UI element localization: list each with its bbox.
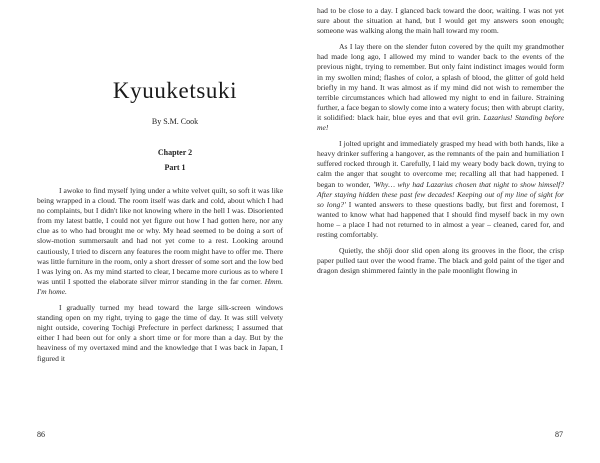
byline: By S.M. Cook xyxy=(151,117,199,126)
paragraph: I jolted upright and immediately grasped my head with both hands, like a heavy drinker suffering a hangover, as the remnants of the pain and humiliation I suffered rocked through it. Carefully, I laid my weary body back down, trying to calm the anger that sought to overcome me; recalling all that had happened. I began to wonder, 'Why… why had Lazarius chosen that night to show himself? After staying hidden these past few decades! Keeping out of my line of sight for so long?' I wanted answers to these questions badly, but first and foremost, I wanted to know what had happened that I should find myself back in my own home – a place I had not returned to in almost a year – cleaned, cared for, and resting comfortably. xyxy=(317,139,564,239)
paragraph: I gradually turned my head toward the large silk-screen windows standing open on my right, trying to gage the time of day. It was still velvety night outside, covering Tochigi Prefecture in perfect darkness; I assumed that either I had been out for only a short time or for more than a day. But by the heaviness of my overtaxed mind and the knowledge that I was back in Japan, I figured it xyxy=(37,303,283,363)
right-page-body xyxy=(317,6,564,276)
chapter-heading: Chapter 2 xyxy=(157,148,193,157)
paragraph: had to be close to a day. I glanced back toward the door, waiting. I was not yet sure about the situation at hand, but I would get my answers soon enough; someone was walking along the main hall toward my room. xyxy=(317,6,564,36)
italic-thought: Lazarius! Standing before me! xyxy=(317,112,564,133)
part-heading: Part 1 xyxy=(164,163,186,172)
left-page-body xyxy=(37,186,283,364)
story-title: Kyuuketsuki xyxy=(112,78,238,103)
italic-thought: 'Why… why had Lazarius chosen that night to show himself? After staying hidden these past few decades! Keeping out of my line of sight for so long?' xyxy=(317,179,564,209)
paragraph: Quietly, the shōji door slid open along its grooves in the floor, the crisp paper pulled taut over the wood frame. The black and gold paint of the tiger and dragon design shimmered faintly in the pale moonlight flowing in xyxy=(317,246,564,276)
paragraph: As I lay there on the slender futon covered by the quilt my grandmother had made long ago, I allowed my mind to wander back to the events of the previous night, trying to remember. But only faint indistinct images would form in my swollen mind; flashes of color, a splash of blood, the glitter of gold held briefly in my hand. It was almost as if my mind did not wish to remember the terrible circumstances which had allowed my night to end in failure. Straining further, a face began to slowly come into a watery focus; then with abrupt clarity, it solidified: black hair, blue eyes and that evil grin. Lazarius! Standing before me! xyxy=(317,42,564,133)
page-number-left: 86 xyxy=(37,430,45,439)
page-number-right: 87 xyxy=(555,430,563,439)
italic-thought: Hmm. I'm home. xyxy=(37,276,283,296)
paragraph: I awoke to find myself lying under a white velvet quilt, so soft it was like being wrapped in a cloud. The room itself was dark and cold, about which I had no complaints, but I didn't like not knowing where in the hell I was. Disoriented from my latest battle, I could not yet figure out how I had gotten here, nor any clue as to who had brought me or why. My head seemed to be doing a sort of slow-motion summersault and had not yet come to a rest. Looking around cautiously, I tried to discern any features the room might have to offer me. There was little furniture in the room, only a short dresser of some sort and the low bed I was lying on. As my mind started to clear, I became more curious as to where I was until I spotted the elaborate silver mirror standing in the far corner. Hmm. I'm home. xyxy=(37,186,283,296)
